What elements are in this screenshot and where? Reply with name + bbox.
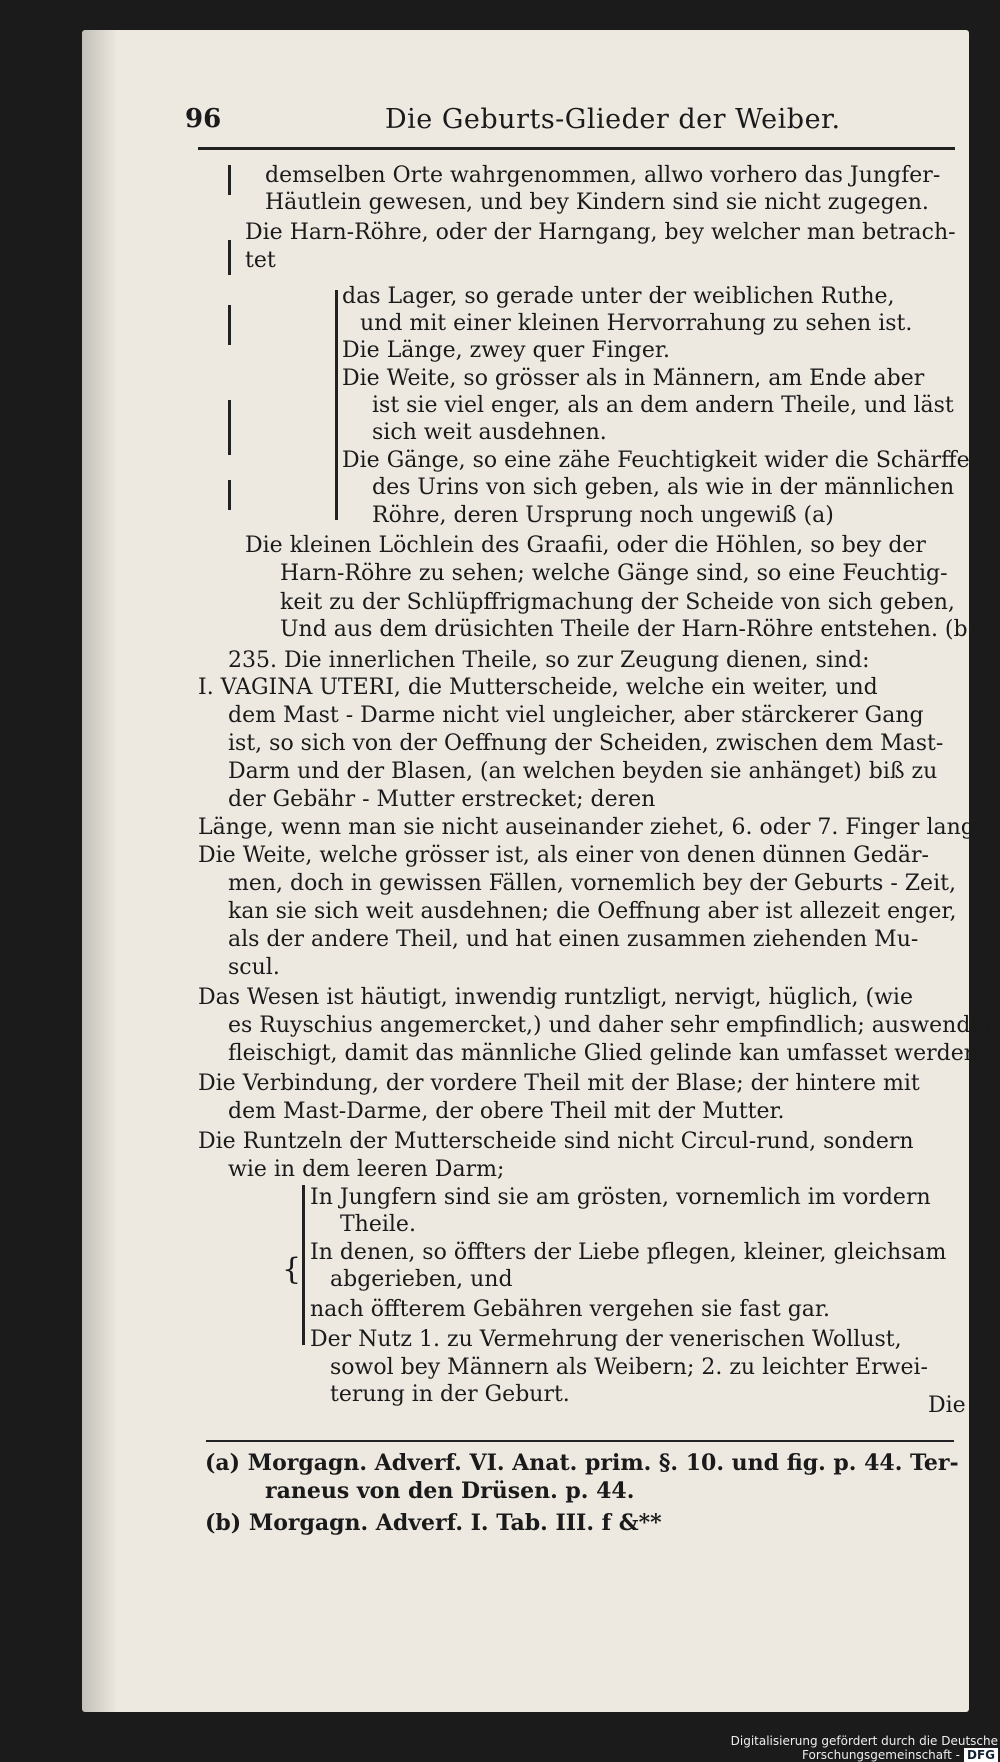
- text-line: Theile.: [340, 1212, 416, 1237]
- catchword: Die: [928, 1393, 966, 1418]
- text-line: Die Weite, welche grösser ist, als einer von denen dünnen Gedär-: [198, 843, 929, 868]
- bracket-line: [228, 480, 231, 510]
- text-line: das Lager, so gerade unter der weiblichen Ruthe,: [342, 284, 895, 309]
- bracket-line: [228, 165, 231, 195]
- footnote-b: (b) Morgagn. Adverf. I. Tab. III. f &**: [205, 1510, 662, 1536]
- text-line: Häutlein gewesen, und bey Kindern sind sie nicht zugegen.: [265, 190, 929, 215]
- curly-brace: {: [282, 1252, 302, 1287]
- text-line: men, doch in gewissen Fällen, vornemlich bey der Geburts - Zeit,: [228, 871, 956, 896]
- text-line: als der andere Theil, und hat einen zusammen ziehenden Mu-: [228, 927, 919, 952]
- text-line: scul.: [228, 955, 280, 980]
- text-line: kan sie sich weit ausdehnen; die Oeffnung aber ist allezeit enger,: [228, 899, 957, 924]
- text-line: dem Mast - Darme nicht viel ungleicher, aber stärckerer Gang: [228, 703, 924, 728]
- text-line: Harn-Röhre zu sehen; welche Gänge sind, so eine Feuchtig-: [280, 561, 948, 586]
- text-line: In denen, so öffters der Liebe pflegen, kleiner, gleichsam: [310, 1240, 947, 1265]
- text-line: In Jungfern sind sie am grösten, vornemlich im vordern: [310, 1185, 931, 1210]
- text-line: keit zu der Schlüpffrigmachung der Scheide von sich geben,: [280, 590, 955, 615]
- text-line: Die Weite, so grösser als in Männern, am Ende aber: [342, 366, 925, 391]
- text-line: und mit einer kleinen Hervorrahung zu sehen ist.: [360, 311, 913, 336]
- bracket-line: [302, 1185, 305, 1345]
- text-line: demselben Orte wahrgenommen, allwo vorhero das Jungfer-: [265, 163, 941, 188]
- text-line: Die kleinen Löchlein des Graafii, oder die Höhlen, so bey der: [245, 533, 926, 558]
- bracket-line: [228, 240, 231, 275]
- text-line: Die Gänge, so eine zähe Feuchtigkeit wider die Schärffe: [342, 448, 970, 473]
- page-gutter-shadow: [82, 30, 118, 1712]
- bracket-line: [228, 400, 231, 455]
- text-line: Darm und der Blasen, (an welchen beyden sie anhänget) biß zu: [228, 759, 938, 784]
- dfg-logo: DFG: [964, 1748, 998, 1762]
- bracket-line: [228, 305, 231, 345]
- text-line: der Gebähr - Mutter erstrecket; deren: [228, 787, 656, 812]
- text-line: wie in dem leeren Darm;: [228, 1157, 505, 1182]
- text-line: Der Nutz 1. zu Vermehrung der venerischen Wollust,: [310, 1327, 902, 1352]
- section-heading: 235. Die innerlichen Theile, so zur Zeugung dienen, sind:: [228, 648, 870, 673]
- text-line: nach öffterem Gebähren vergehen sie fast gar.: [310, 1297, 830, 1322]
- footnote-rule: [206, 1440, 954, 1442]
- text-line: Die Harn-Röhre, oder der Harngang, bey welcher man betrach-: [245, 220, 956, 245]
- bracket-line: [335, 290, 338, 520]
- running-title: Die Geburts-Glieder der Weiber.: [385, 104, 841, 135]
- text-line: Das Wesen ist häutigt, inwendig runtzligt, nervigt, hüglich, (wie: [198, 985, 913, 1010]
- text-line: Länge, wenn man sie nicht auseinander ziehet, 6. oder 7. Finger lang.: [198, 815, 982, 840]
- footnote-a-continued: raneus von den Drüsen. p. 44.: [265, 1478, 635, 1504]
- text-line: terung in der Geburt.: [330, 1382, 570, 1407]
- page-number: 96: [185, 104, 222, 134]
- footnote-a: (a) Morgagn. Adverf. VI. Anat. prim. §. 10. und fig. p. 44. Ter-: [205, 1450, 959, 1476]
- text-line: Die Runtzeln der Mutterscheide sind nicht Circul-rund, sondern: [198, 1129, 914, 1154]
- credit-text: Digitalisierung gefördert durch die Deutsche Forschungsgemeinschaft -: [730, 1734, 998, 1762]
- text-line: fleischigt, damit das männliche Glied gelinde kan umfasset werden.: [228, 1041, 985, 1066]
- text-line: sich weit ausdehnen.: [372, 420, 607, 445]
- text-line: I. VAGINA UTERI, die Mutterscheide, welche ein weiter, und: [198, 675, 878, 700]
- text-line: abgerieben, und: [330, 1267, 513, 1292]
- header-rule: [198, 147, 955, 150]
- text-line: dem Mast-Darme, der obere Theil mit der Mutter.: [228, 1099, 785, 1124]
- digitization-credit: [600, 1734, 998, 1762]
- text-line: des Urins von sich geben, als wie in der männlichen: [372, 475, 955, 500]
- page-header: [185, 104, 965, 144]
- text-line: es Ruyschius angemercket,) und daher sehr empfindlich; auswendig: [228, 1013, 992, 1038]
- text-line: ist, so sich von der Oeffnung der Scheiden, zwischen dem Mast-: [228, 731, 944, 756]
- text-line: Die Verbindung, der vordere Theil mit der Blase; der hintere mit: [198, 1071, 920, 1096]
- text-line: Und aus dem drüsichten Theile der Harn-Röhre entstehen. (b): [280, 617, 977, 642]
- text-line: Röhre, deren Ursprung noch ungewiß (a): [372, 503, 834, 528]
- text-line: Die Länge, zwey quer Finger.: [342, 338, 670, 363]
- text-line: sowol bey Männern als Weibern; 2. zu leichter Erwei-: [330, 1355, 928, 1380]
- text-line: tet: [245, 248, 276, 273]
- text-line: ist sie viel enger, als an dem andern Theile, und läst: [372, 393, 954, 418]
